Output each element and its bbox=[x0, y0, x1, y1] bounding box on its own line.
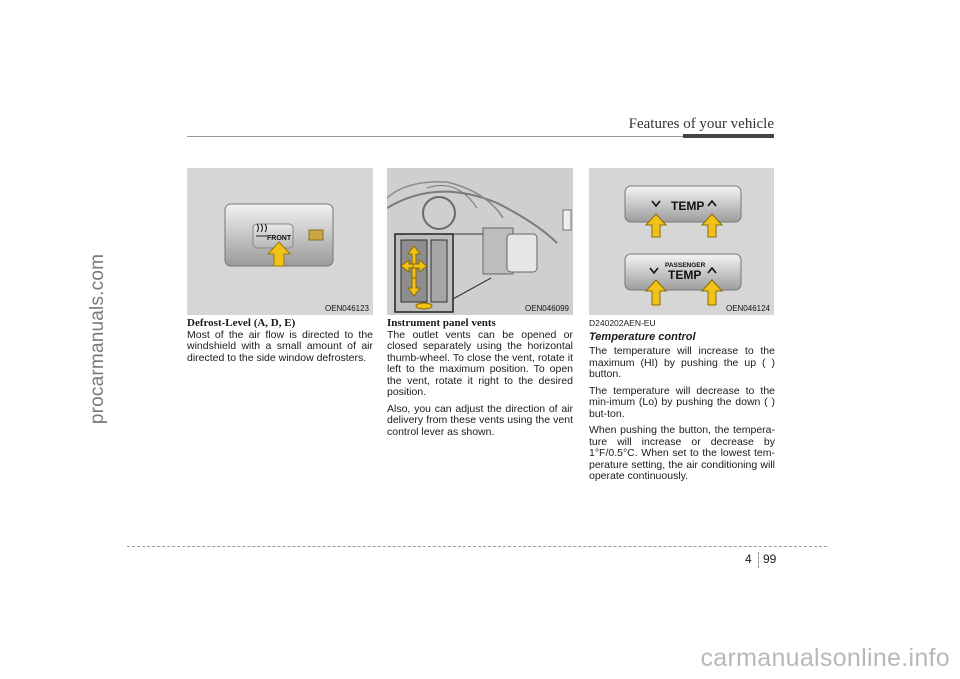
temp-para-2: The temperature will decrease to the min-imum (Lo) by pushing the down ( ) but-ton. bbox=[589, 384, 775, 420]
passenger-label: PASSENGER bbox=[665, 262, 706, 269]
page-number: 99 bbox=[763, 552, 777, 566]
vents-para-1: The outlet vents can be opened or closed separately using the horizontal thumb-wheel. To close the vent, rotate it left to the maximum position. To open the vent, rotate it right to the desired position. bbox=[387, 328, 573, 398]
temp-button-illustration bbox=[589, 168, 774, 315]
bottom-watermark: carmanualsonline.info bbox=[700, 644, 950, 672]
temp-top-label: TEMP bbox=[671, 199, 705, 213]
temp-bottom-label: TEMP bbox=[668, 268, 702, 282]
dashboard-vent-illustration bbox=[387, 168, 573, 315]
defrost-panel-illustration bbox=[187, 168, 373, 315]
figure-code: OEN046099 bbox=[524, 304, 569, 313]
section-code: D240202AEN-EU bbox=[589, 318, 656, 328]
temp-para-3: When pushing the button, the tempera-ture will increase or decrease by 1°F/0.5°C. When set to the lowest tem-perature setting, the air conditioning will operate continuously. bbox=[589, 424, 775, 482]
footer-rule bbox=[127, 546, 827, 547]
front-button-label: FRONT bbox=[267, 235, 292, 242]
section-title: Features of your vehicle bbox=[628, 116, 774, 132]
figure-instrument-vents bbox=[387, 168, 573, 315]
figure-code: OEN046124 bbox=[725, 304, 770, 313]
figure-temp-buttons bbox=[589, 168, 774, 315]
defrost-body: Most of the air flow is directed to the windshield with a small amount of air directed to the side window defrosters. bbox=[187, 328, 373, 364]
figure-code: OEN046123 bbox=[324, 304, 369, 313]
chapter-number: 4 bbox=[745, 552, 752, 566]
defrost-heading: Defrost-Level (A, D, E) bbox=[187, 317, 296, 329]
column-defrost-text bbox=[187, 318, 373, 369]
figure-defrost-button bbox=[187, 168, 373, 315]
column-vents-text bbox=[387, 318, 573, 443]
side-watermark: procarmanuals.com bbox=[87, 253, 108, 425]
header-accent-bar bbox=[683, 134, 774, 138]
column-temp-text bbox=[589, 318, 775, 488]
temp-heading: Temperature control bbox=[589, 330, 696, 343]
temp-para-1: The temperature will increase to the maximum (HI) by pushing the up ( ) button. bbox=[589, 345, 775, 380]
vents-para-2: Also, you can adjust the direction of air delivery from these vents using the vent control lever as shown. bbox=[387, 402, 573, 438]
vents-heading: Instrument panel vents bbox=[387, 317, 496, 329]
footer-divider bbox=[758, 552, 759, 568]
